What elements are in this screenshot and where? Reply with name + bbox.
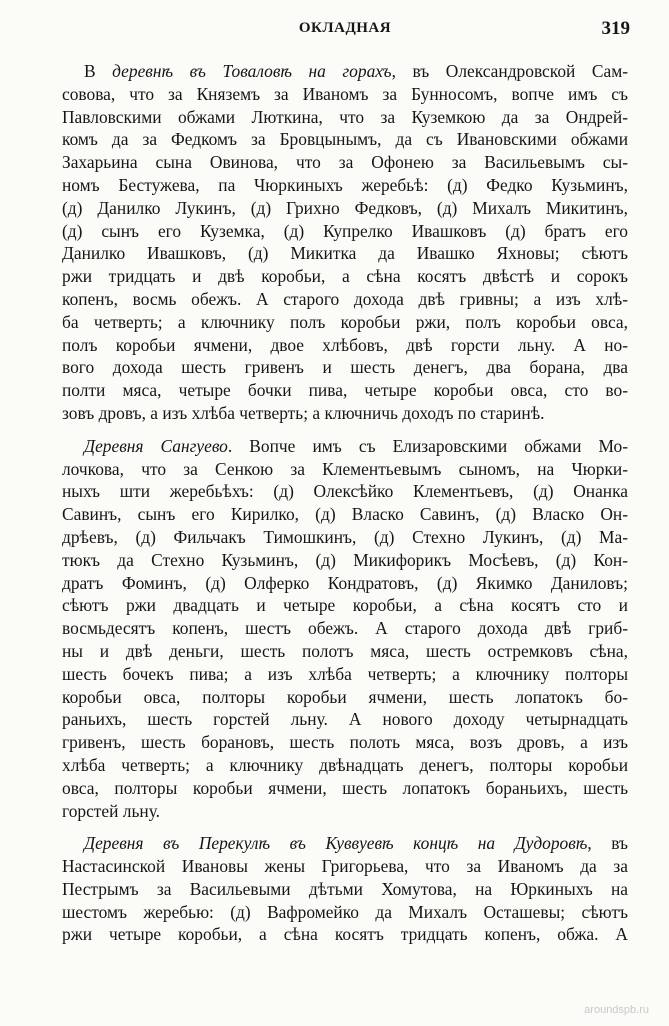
- line-text: , въ: [587, 833, 628, 854]
- paragraph-1: [62, 60, 628, 425]
- text-line: (д) Данилко Лукинъ, (д) Грихно Федковъ, (д) Михалъ Микитинъ,: [62, 197, 628, 218]
- text-line: ба четверть; а ключнику полъ коробьи ржи, полъ коробьи овса,: [62, 311, 628, 332]
- text-line: шестомъ жеребью: (д) Вафромейко да Михалъ Осташевы; сѣютъ: [62, 901, 628, 922]
- text-line: полъ коробьи ячмени, двое хлѣбовъ, двѣ горсти льну. А но-: [62, 334, 628, 355]
- text-line: дратъ Фоминъ, (д) Олферко Кондратовъ, (д) Якимко Даниловъ;: [62, 572, 628, 593]
- text-line: копенъ, восмь обежъ. А старого дохода двѣ гривны; а изъ хлѣ-: [62, 288, 628, 309]
- text-line: (д) сынъ его Куземка, (д) Купрелко Ивашковъ (д) братъ его: [62, 220, 628, 241]
- text-line: полти мяса, четыре бочки пива, четыре коробьи овса, сто во-: [62, 380, 628, 401]
- text-line: [62, 60, 628, 83]
- text-line: сѣютъ ржи двадцать и четыре коробьи, а сѣна косятъ сто и: [62, 595, 628, 616]
- text-line: Савинъ, сынъ его Кирилко, (д) Власко Савинъ, (д) Власко Он-: [62, 504, 628, 525]
- place-name: Деревня Сангуево: [84, 435, 228, 456]
- text-line: тюкъ да Стехно Кузьминъ, (д) Микифорикъ Мосѣевъ, (д) Кон-: [62, 549, 628, 570]
- paragraph-2: [62, 435, 628, 823]
- page-number: 319: [601, 18, 630, 39]
- text-line: совова, что за Княземъ за Иваномъ за Бунносомъ, вопче имъ съ: [62, 83, 628, 104]
- text-line: раньихъ, шесть горстей льну. А нового доходу четырнадцать: [62, 709, 628, 730]
- running-title: ОКЛАДНАЯ: [298, 20, 392, 36]
- text-line: номъ Бестужева, па Чюркиныхъ жеребьѣ: (д) Федко Кузьминъ,: [62, 174, 628, 195]
- text-line: восмьдесятъ копенъ, шестъ обежъ. А старого дохода двѣ гриб-: [62, 618, 628, 639]
- watermark: aroundspb.ru: [584, 1004, 649, 1016]
- text-line: коробьи овса, полторы коробьи ячмени, шесть лопатокъ бо-: [62, 686, 628, 707]
- text-line: [62, 832, 628, 855]
- text-line: комъ да за Федкомъ за Бровцынымъ, да съ Ивановскими обжами: [62, 129, 628, 150]
- text-line: ржи тридцать и двѣ коробьи, а сѣна косятъ двѣстѣ и сорокъ: [62, 266, 628, 287]
- running-head: [60, 20, 630, 44]
- text-line: Захарьина сына Овинова, что за Офонею за Васильевымъ сы-: [62, 152, 628, 173]
- text-line: зовъ дровъ, а изъ хлѣба четверть; а ключничь доходъ по старинѣ.: [62, 402, 545, 423]
- text-line: ржи четыре коробьи, а сѣна косятъ тридцать копенъ, обжа. А: [62, 924, 628, 945]
- text-line: дрѣевъ, (д) Фильчакъ Тимошкинъ, (д) Стехно Лукинъ, (д) Ма-: [62, 526, 628, 547]
- place-name: деревнѣ въ Товаловѣ на горахъ: [112, 61, 392, 81]
- text-line: вого дохода шесть гривенъ и шесть денегъ, два борана, два: [62, 357, 628, 378]
- text-line: [62, 435, 628, 458]
- place-name: Деревня въ Перекулѣ въ Куввуевѣ концѣ на Дудоровѣ: [84, 833, 588, 854]
- text-line: хлѣба четверть; а ключнику двѣнадцать денегъ, полторы коробьи: [62, 754, 628, 775]
- text-line: ныхъ шти жеребьѣхъ: (д) Олексѣйко Клементьевъ, (д) Онанка: [62, 481, 628, 502]
- text-line: Пестрымъ за Васильевыми дѣтьми Хомутова, на Юркиныхъ на: [62, 878, 628, 899]
- line-text: . Вопче имъ съ Елизаровскими обжами Мо-: [227, 435, 629, 456]
- text-block: [62, 60, 628, 956]
- paragraph-3: [62, 832, 628, 946]
- text-line: горстей льну.: [62, 800, 160, 821]
- paragraph-lead: В: [84, 61, 96, 81]
- text-line: овса, полторы коробьи ячмени, шесть лопатокъ бораньихъ, шесть: [62, 777, 628, 798]
- text-line: ны и двѣ деньги, шесть полотъ мяса, шесть остремковъ сѣна,: [62, 640, 628, 661]
- text-line: шесть бочекъ пива; а изъ хлѣба четверть; а ключнику полторы: [62, 663, 628, 684]
- line-text: , въ Олександровской Сам-: [391, 61, 628, 81]
- text-line: гривенъ, шесть борановъ, шесть полоть мяса, возъ дровъ, а изъ: [62, 732, 628, 753]
- text-line: Павловскими обжами Люткина, что за Куземкою да за Ондрей-: [62, 106, 628, 127]
- text-line: лочкова, что за Сенкою за Клементьевымъ сыномъ, на Чюрки-: [62, 458, 628, 479]
- text-line: Данилко Ивашковъ, (д) Микитка да Ивашко Яхновы; сѣютъ: [62, 243, 628, 264]
- text-line: Настасинской Ивановы жены Григорьева, что за Иваномъ да за: [62, 856, 628, 877]
